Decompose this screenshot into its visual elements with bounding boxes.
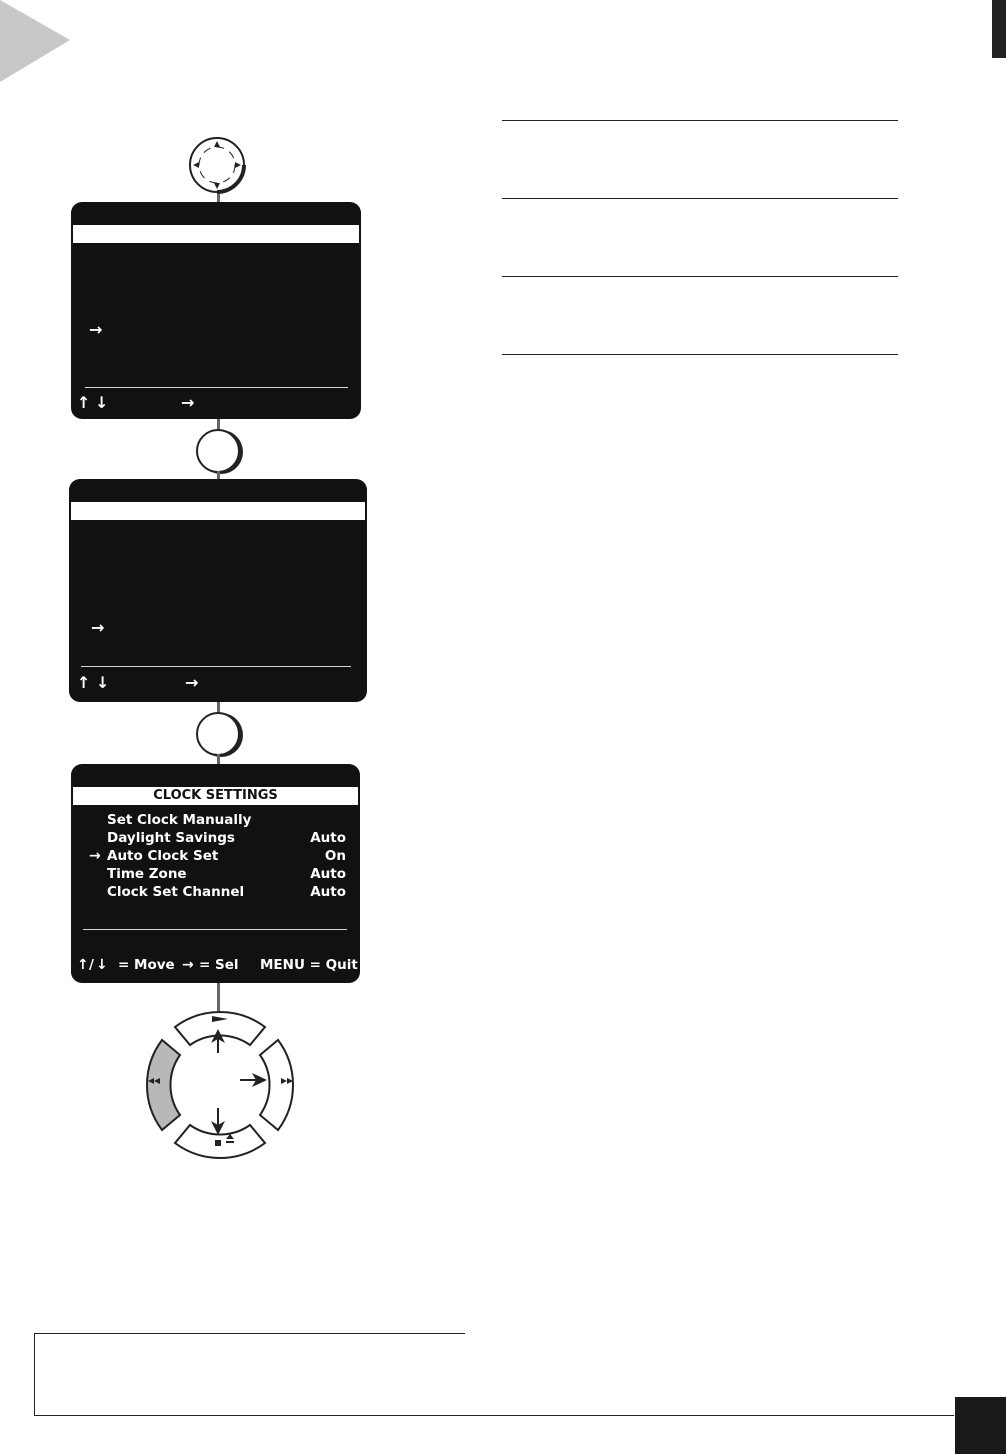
menu-1-up-arrow-icon: ↑: [77, 393, 91, 412]
menu-1-title-bar: [73, 225, 359, 243]
menu-1-select-arrow-icon: →: [181, 393, 195, 412]
nav-joystick-icon[interactable]: [186, 136, 252, 196]
menu-1-down-arrow-icon: ↓: [95, 393, 109, 412]
menu-2-pointer-arrow-icon: →: [91, 618, 105, 637]
menu-2-select-arrow-icon: →: [185, 673, 199, 692]
remote-direction-pad-icon[interactable]: [140, 1005, 300, 1165]
menu-2-up-arrow-icon: ↑: [77, 673, 91, 692]
menu-1-divider: [85, 387, 348, 388]
round-button-icon[interactable]: [196, 429, 240, 473]
note-box: [34, 1333, 465, 1416]
edge-bar: [992, 0, 1006, 58]
menu-item-clock-set-channel[interactable]: Clock Set Channel: [107, 884, 245, 900]
rule-line: [502, 120, 898, 121]
menu-2-down-arrow-icon: ↓: [96, 673, 110, 692]
footer-up-arrow-icon: ↑: [77, 957, 89, 973]
footer-down-arrow-icon: ↓: [96, 957, 108, 973]
footer-rule: [34, 1415, 954, 1416]
footer-sel-label: = Sel: [199, 957, 239, 973]
menu-3-divider: [83, 929, 347, 930]
selected-item-arrow-icon: →: [89, 848, 101, 864]
menu-screen-2: [69, 479, 367, 702]
menu-item-set-clock-manually[interactable]: Set Clock Manually: [107, 812, 252, 828]
round-button-icon[interactable]: [196, 712, 240, 756]
rule-line: [502, 276, 898, 277]
menu-value-clock-set-channel: Auto: [310, 884, 346, 900]
footer-quit-label: MENU = Quit: [260, 957, 358, 973]
footer-move-label: = Move: [118, 957, 175, 973]
page-tab-top: [955, 1397, 1006, 1417]
rule-line: [502, 198, 898, 199]
menu-1-pointer-arrow-icon: →: [89, 320, 103, 339]
clock-settings-title: CLOCK SETTINGS: [73, 787, 358, 805]
menu-value-daylight-savings: Auto: [310, 830, 346, 846]
page-corner-triangle: [0, 0, 80, 90]
menu-item-time-zone[interactable]: Time Zone: [107, 866, 187, 882]
menu-2-divider: [81, 666, 351, 667]
menu-screen-clock-settings: [71, 764, 360, 983]
rule-line: [502, 354, 898, 355]
menu-item-auto-clock-set[interactable]: Auto Clock Set: [107, 848, 219, 864]
menu-value-auto-clock-set: On: [324, 848, 346, 864]
page-number-tab: [955, 1415, 1006, 1454]
menu-item-daylight-savings[interactable]: Daylight Savings: [107, 830, 235, 846]
menu-2-title-bar: [71, 502, 365, 520]
footer-slash: /: [89, 957, 94, 973]
menu-value-time-zone: Auto: [310, 866, 346, 882]
footer-select-arrow-icon: →: [182, 957, 194, 973]
menu-screen-1: [71, 202, 361, 419]
